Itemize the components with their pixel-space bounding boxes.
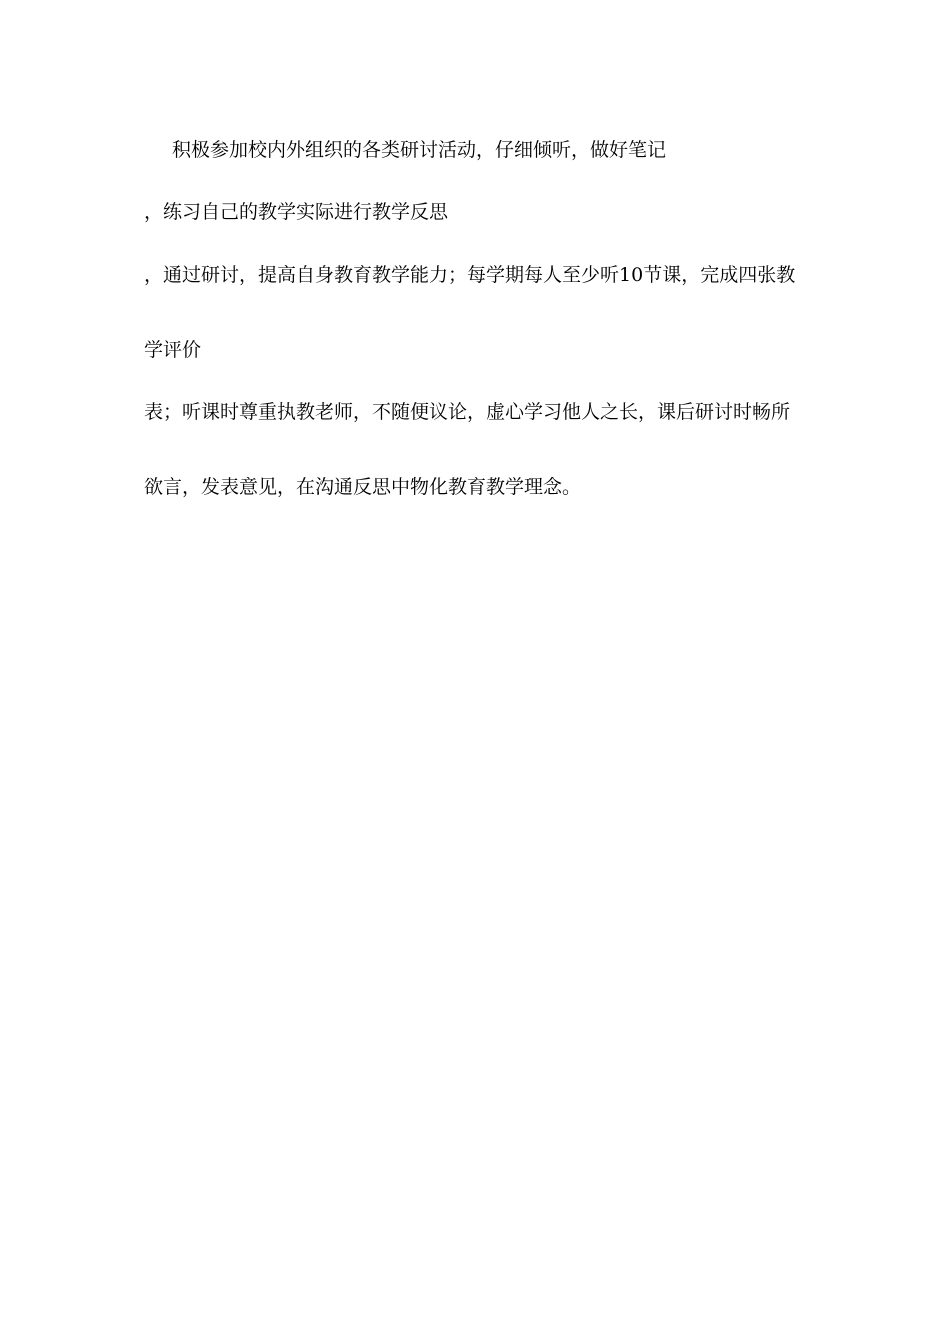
paragraph-line-3-part-b: 节课，完成四张教: [643, 264, 796, 286]
paragraph-line-1: 积极参加校内外组织的各类研讨活动，仔细倾听，做好笔记: [172, 139, 667, 161]
paragraph-line-5: 表；听课时尊重执教老师，不随便议论，虚心学习他人之长，课后研讨时畅所: [144, 401, 791, 423]
paragraph-line-3-part-a: ，通过研讨，提高自身教育教学能力；每学期每人至少听: [144, 264, 620, 286]
paragraph-line-3: [144, 263, 795, 287]
paragraph-line-3-number: 10: [619, 264, 644, 286]
paragraph-line-4: 学评价: [144, 339, 202, 361]
paragraph-line-6: 欲言，发表意见，在沟通反思中物化教育教学理念。: [144, 476, 582, 498]
paragraph-line-2: ，练习自己的教学实际进行教学反思: [144, 201, 449, 223]
